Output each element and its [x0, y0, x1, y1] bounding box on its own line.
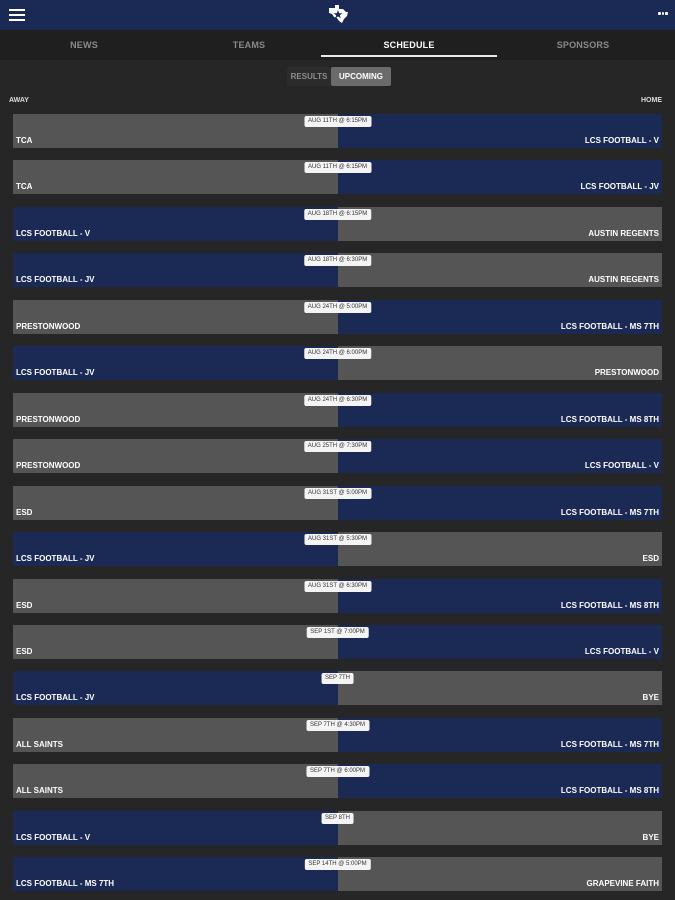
home-team-name: LCS FOOTBALL - MS 8TH [560, 786, 659, 796]
home-team-name: LCS FOOTBALL - MS 7TH [560, 507, 659, 517]
results-button[interactable]: RESULTS [287, 67, 331, 86]
game-row[interactable] [13, 253, 662, 287]
away-team-name: LCS FOOTBALL - JV [16, 275, 95, 285]
away-team-name: PRESTONWOOD [16, 461, 81, 471]
home-team-name: LCS FOOTBALL - V [584, 136, 659, 145]
game-date-badge: SEP 8TH [321, 813, 354, 824]
game-row[interactable] [13, 114, 662, 148]
away-team-name: TCA [16, 136, 33, 145]
game-date-badge: SEP 14TH @ 5:00PM [304, 859, 370, 870]
away-team-name: LCS FOOTBALL - JV [16, 693, 95, 703]
game-row[interactable] [13, 671, 662, 705]
tab-news[interactable]: NEWS [70, 40, 98, 50]
game-row[interactable] [13, 625, 662, 659]
away-team-panel [13, 114, 338, 148]
home-team-name: LCS FOOTBALL - JV [580, 182, 659, 192]
upcoming-button[interactable]: UPCOMING [331, 67, 391, 86]
home-team-name: GRAPEVINE FAITH [586, 879, 659, 889]
tab-schedule[interactable]: SCHEDULE [383, 40, 435, 50]
away-team-name: LCS FOOTBALL - JV [16, 554, 95, 563]
game-date-badge: AUG 31ST @ 6:30PM [304, 581, 371, 592]
game-row[interactable] [13, 764, 662, 798]
home-team-name: AUSTIN REGENTS [588, 228, 659, 238]
game-date-badge: AUG 24TH @ 5:00PM [304, 302, 371, 313]
away-team-name: ESD [16, 507, 33, 517]
home-team-panel [338, 532, 663, 566]
home-team-name: BYE [642, 832, 659, 842]
game-date-badge: AUG 11TH @ 6:15PM [304, 162, 371, 173]
game-date-badge: AUG 18TH @ 6:30PM [304, 255, 371, 266]
game-date-badge: AUG 25TH @ 7:30PM [304, 441, 371, 452]
results-upcoming-toggle [287, 67, 391, 86]
texas-star-logo-icon [327, 5, 349, 25]
game-date-badge: SEP 1ST @ 7:00PM [306, 627, 369, 638]
hamburger-menu-icon[interactable] [9, 9, 25, 21]
away-team-panel [13, 579, 338, 613]
away-team-name: LCS FOOTBALL - MS 7TH [16, 879, 115, 889]
game-row[interactable] [13, 532, 662, 566]
home-team-name: PRESTONWOOD [594, 368, 659, 378]
tab-teams[interactable]: TEAMS [232, 40, 266, 50]
game-date-badge: AUG 31ST @ 5:30PM [304, 534, 371, 545]
away-team-name: ESD [16, 647, 33, 656]
game-row[interactable] [13, 811, 662, 845]
away-team-name: ALL SAINTS [16, 739, 63, 749]
away-team-name: LCS FOOTBALL - V [16, 832, 91, 842]
home-team-name: BYE [642, 693, 659, 703]
game-row[interactable] [13, 160, 662, 194]
game-date-badge: SEP 7TH @ 6:00PM [306, 766, 369, 777]
home-team-name: AUSTIN REGENTS [588, 275, 659, 285]
game-date-badge: AUG 18TH @ 6:15PM [304, 209, 371, 220]
top-bar [0, 0, 675, 30]
away-team-name: LCS FOOTBALL - JV [16, 368, 95, 378]
game-date-badge: SEP 7TH @ 4:30PM [306, 720, 369, 731]
more-dots-icon[interactable] [658, 12, 668, 16]
game-date-badge: AUG 11TH @ 6:15PM [304, 116, 371, 127]
home-team-name: LCS FOOTBALL - MS 8TH [560, 414, 659, 424]
home-team-name: LCS FOOTBALL - V [584, 647, 659, 656]
away-team-panel [13, 625, 338, 659]
away-team-panel [13, 486, 338, 520]
game-row[interactable] [13, 857, 662, 891]
game-date-badge: AUG 24TH @ 6:30PM [304, 395, 371, 406]
home-team-panel [338, 811, 663, 845]
away-team-name: ALL SAINTS [16, 786, 63, 796]
home-team-name: ESD [642, 554, 659, 563]
game-row[interactable] [13, 718, 662, 752]
game-row[interactable] [13, 486, 662, 520]
game-date-badge: AUG 24TH @ 6:00PM [304, 348, 371, 359]
home-team-panel [338, 671, 663, 705]
game-row[interactable] [13, 579, 662, 613]
away-team-panel [13, 160, 338, 194]
away-team-name: LCS FOOTBALL - V [16, 228, 91, 238]
away-team-name: TCA [16, 182, 33, 192]
away-team-name: PRESTONWOOD [16, 321, 81, 331]
away-team-name: PRESTONWOOD [16, 414, 81, 424]
tab-sponsors[interactable]: SPONSORS [556, 40, 610, 50]
home-team-name: LCS FOOTBALL - MS 7TH [560, 321, 659, 331]
away-team-name: ESD [16, 600, 33, 610]
game-row[interactable] [13, 439, 662, 473]
home-team-name: LCS FOOTBALL - V [584, 461, 659, 471]
game-row[interactable] [13, 207, 662, 241]
away-column-header: AWAY [9, 97, 29, 104]
home-team-name: LCS FOOTBALL - MS 8TH [560, 600, 659, 610]
game-row[interactable] [13, 300, 662, 334]
active-tab-indicator [321, 55, 497, 57]
game-row[interactable] [13, 346, 662, 380]
home-column-header: HOME [641, 97, 662, 104]
game-row[interactable] [13, 393, 662, 427]
game-date-badge: AUG 31ST @ 5:00PM [304, 488, 371, 499]
game-date-badge: SEP 7TH [321, 673, 354, 684]
home-team-name: LCS FOOTBALL - MS 7TH [560, 739, 659, 749]
